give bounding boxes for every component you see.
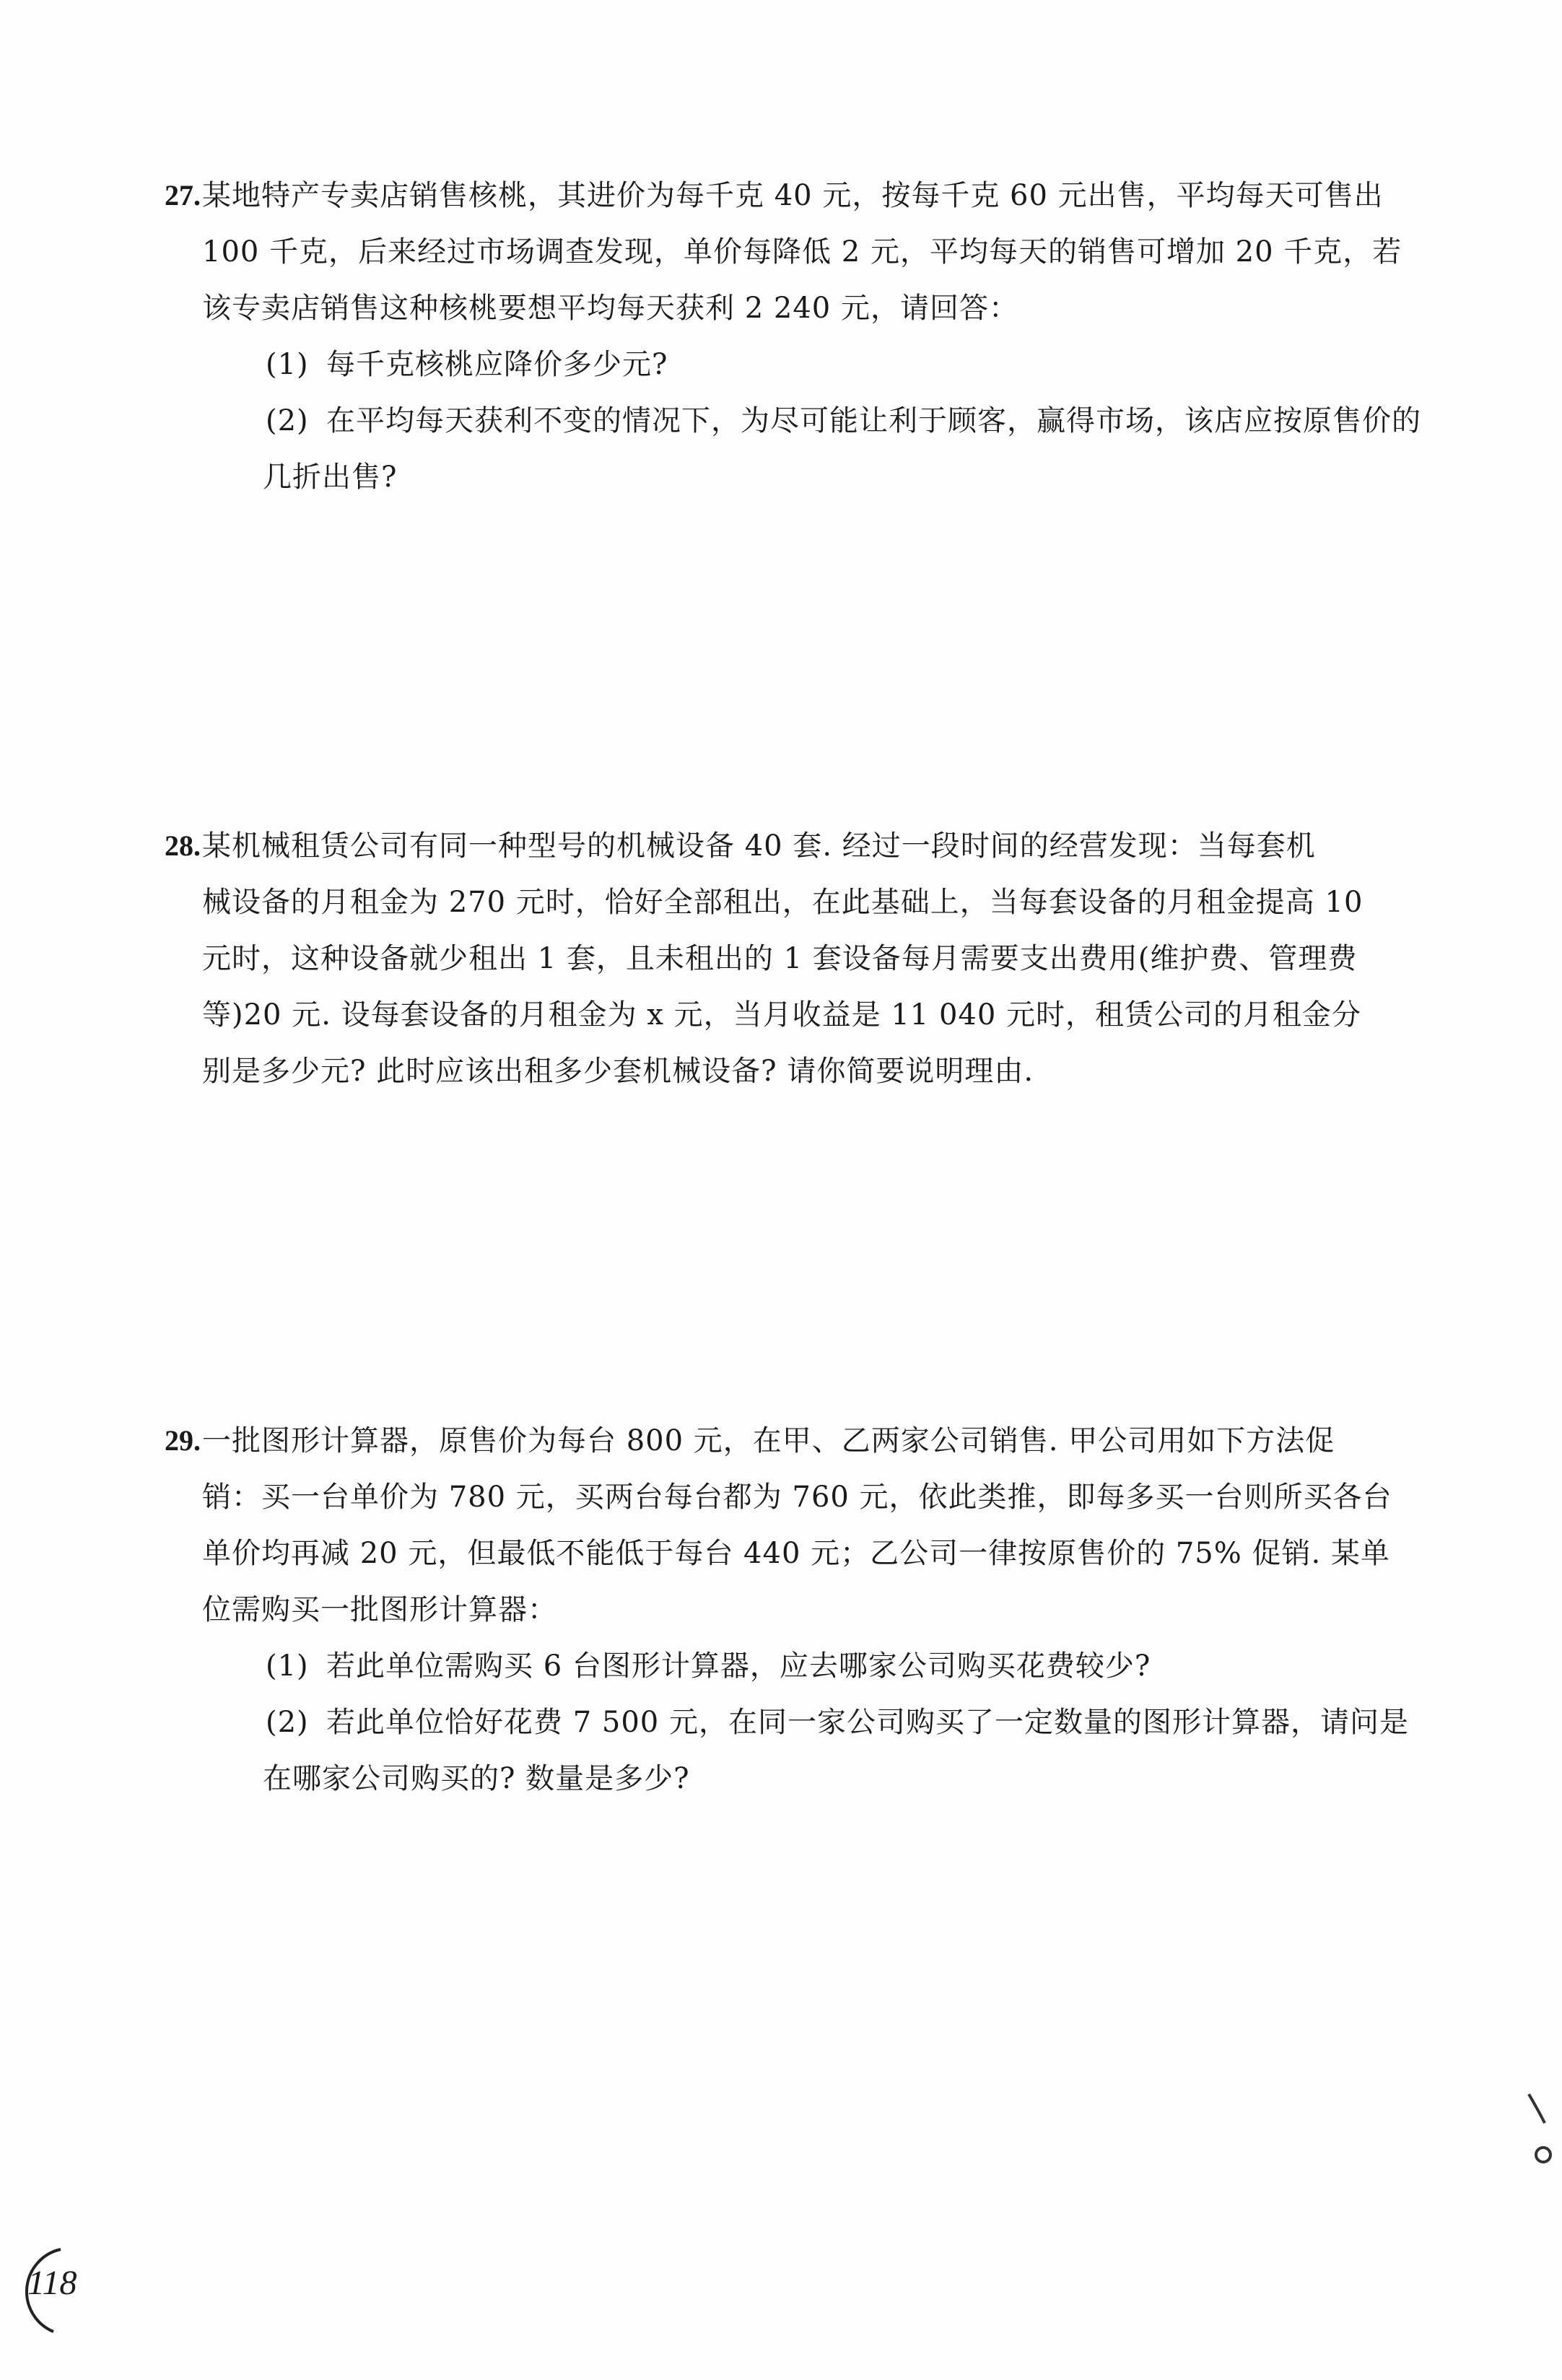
problem-text-line: 械设备的月租金为 270 元时，恰好全部租出，在此基础上，当每套设备的月租金提高 10 (202, 886, 1364, 919)
problem-text-line: 销：买一台单价为 780 元，买两台每台都为 760 元，依此类推，即每多买一台则所买各台 (202, 1481, 1392, 1514)
sub-question-text: 若此单位需购买 6 台图形计算器，应去哪家公司购买花费较少? (326, 1649, 1151, 1683)
problem-text-line: 等)20 元. 设每套设备的月租金为 x 元，当月收益是 11 040 元时，租赁公司的月租金分 (202, 998, 1362, 1032)
sub-question-text: 在平均每天获利不变的情况下，为尽可能让利于顾客，赢得市场，该店应按原售价的 (326, 404, 1421, 437)
problem-text-line: 100 千克，后来经过市场调查发现，单价每降低 2 元，平均每天的销售可增加 20 千克，若 (202, 235, 1402, 269)
problem-text-line: 某机械租赁公司有同一种型号的机械设备 40 套. 经过一段时间的经营发现：当每套机 (202, 829, 1316, 863)
problem-text-line: 某地特产专卖店销售核桃，其进价为每千克 40 元，按每千克 60 元出售，平均每天可售出 (202, 179, 1384, 212)
problem-number: 29. (165, 1424, 201, 1457)
page-number: 118 (27, 2264, 77, 2302)
sub-question-1 (202, 336, 1444, 393)
problem-text-line: 该专卖店销售这种核桃要想平均每天获利 2 240 元，请回答： (202, 292, 1018, 325)
scan-mark (1523, 2090, 1552, 2169)
sub-question-2 (202, 1694, 1444, 1751)
problem-text-line: 元时，这种设备就少租出 1 套，且未租出的 1 套设备每月需要支出费用(维护费、管理费 (202, 942, 1358, 975)
problem-number: 28. (165, 829, 201, 862)
problem-28 (165, 818, 1444, 1099)
sub-question-2 (202, 393, 1444, 449)
problem-27 (165, 167, 1444, 505)
sub-question-1 (202, 1638, 1444, 1694)
sub-question-label: (2) (266, 1706, 309, 1739)
sub-question-text: 若此单位恰好花费 7 500 元，在同一家公司购买了一定数量的图形计算器，请问是 (326, 1706, 1409, 1739)
sub-question-text: 每千克核桃应降价多少元? (326, 348, 668, 381)
problem-text-line: 别是多少元? 此时应该出租多少套机械设备? 请你简要说明理由. (202, 1055, 1034, 1088)
problem-text-line: 一批图形计算器，原售价为每台 800 元，在甲、乙两家公司销售. 甲公司用如下方法促 (202, 1424, 1335, 1457)
sub-question-text: 几折出售? (263, 461, 398, 494)
sub-question-label: (2) (266, 404, 309, 437)
problem-29 (165, 1413, 1444, 1807)
sub-question-label: (1) (266, 348, 309, 381)
sub-question-text: 在哪家公司购买的? 数量是多少? (263, 1762, 690, 1795)
sub-question-label: (1) (266, 1649, 309, 1683)
problem-number: 27. (165, 179, 201, 212)
problem-text-line: 单价均再减 20 元，但最低不能低于每台 440 元；乙公司一律按原售价的 75% 促销. 某单 (202, 1537, 1390, 1570)
problem-text-line: 位需购买一批图形计算器： (202, 1593, 557, 1626)
